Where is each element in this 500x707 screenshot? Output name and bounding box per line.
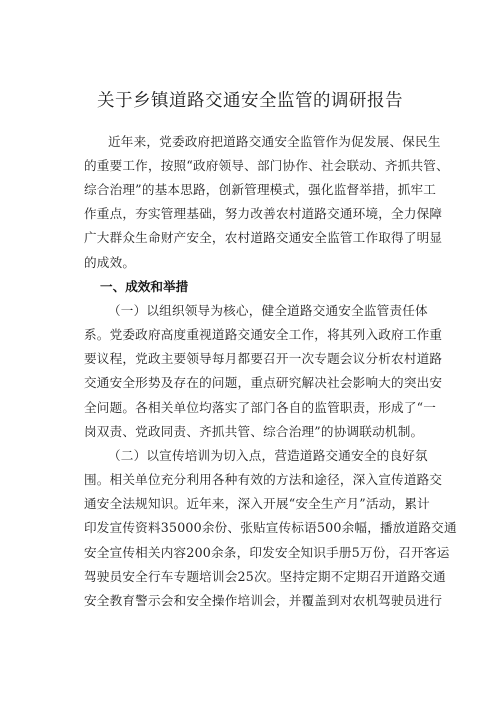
paragraph-line: 岗双责、党政同责、齐抓共管、综合治理”的协调联动机制。	[84, 424, 424, 439]
intro-line: 综合治理”的基本思路，创新管理模式，强化监督举措，抓牢工	[84, 182, 437, 197]
intro-line: 的成效。	[84, 255, 136, 270]
paragraph-line: 全问题。各相关单位均落实了部门各自的监管职责，形成了“一	[84, 400, 437, 415]
paragraph-line: （一）以组织领导为核心，健全道路交通安全监管责任体	[108, 303, 428, 318]
paragraph-line: 安全教育警示会和安全操作培训会，并覆盖到对农机驾驶员进行	[84, 593, 443, 608]
intro-line: 近年来，党委政府把道路交通安全监管作为促发展、保民生	[108, 134, 441, 149]
paragraph-line: 安全宣传相关内容200余条，印发安全知识手册5万份，召开客运	[84, 545, 450, 560]
paragraph-line: （二）以宣传培训为切入点，营造道路交通安全的良好氛	[108, 448, 428, 463]
intro-line: 的重要工作，按照“政府领导、部门协作、社会联动、齐抓共管、	[84, 158, 449, 173]
intro-line: 作重点，夯实管理基础，努力改善农村道路交通环境，全力保障	[84, 206, 443, 221]
paragraph-line: 系。党委政府高度重视道路交通安全工作，将其列入政府工作重	[84, 327, 443, 342]
document-title: 关于乡镇道路交通安全监管的调研报告	[97, 91, 403, 111]
paragraph-line: 驾驶员安全行车专题培训会25次。坚持定期不定期召开道路交通	[84, 569, 446, 584]
intro-line: 广大群众生命财产安全，农村道路交通安全监管工作取得了明显	[84, 230, 443, 245]
paragraph-line: 通安全法规知识。近年来，深入开展“安全生产月”活动，累计	[84, 496, 430, 511]
paragraph-line: 印发宣传资料35000余份、张贴宣传标语500余幅，播放道路交通	[84, 520, 457, 535]
paragraph-line: 围。相关单位充分利用各种有效的方法和途径，深入宣传道路交	[84, 472, 443, 487]
section-heading: 一、成效和举措	[100, 279, 189, 294]
paragraph-line: 要议程，党政主要领导每月都要召开一次专题会议分析农村道路	[84, 351, 443, 366]
paragraph-line: 交通安全形势及存在的问题，重点研究解决社会影响大的突出安	[84, 375, 443, 390]
